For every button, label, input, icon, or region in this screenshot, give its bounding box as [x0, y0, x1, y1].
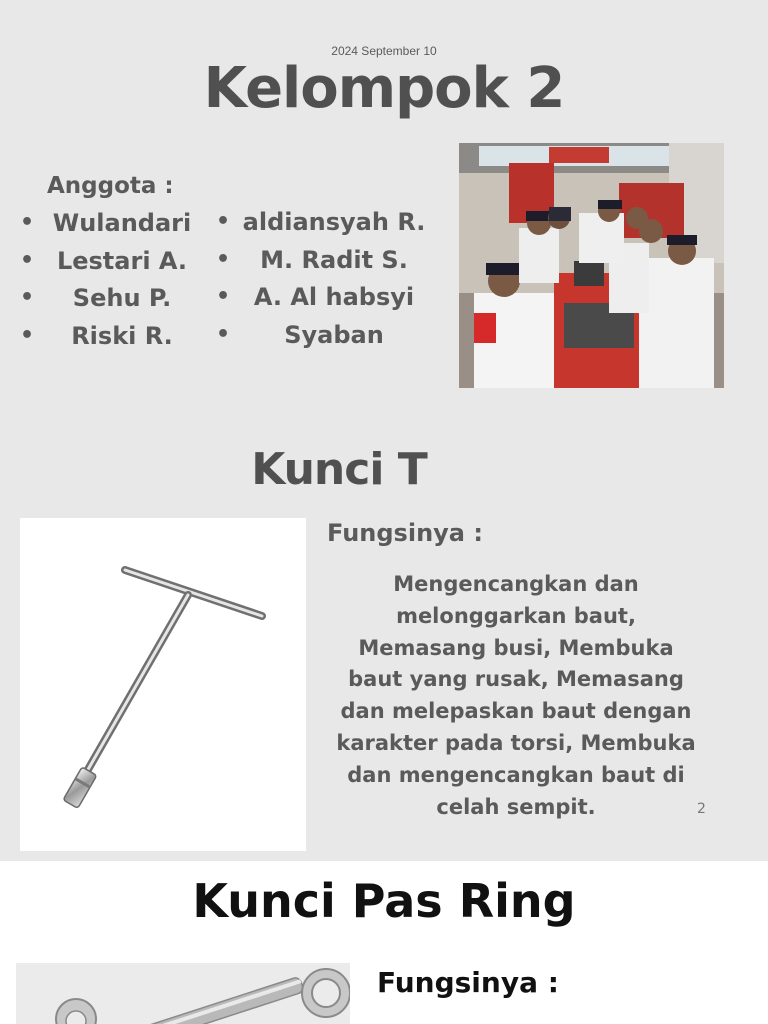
combination-wrench-icon: [16, 963, 350, 1024]
page-number: 2: [697, 801, 706, 817]
list-item: [20, 321, 200, 359]
member-name: Syaban: [284, 320, 384, 349]
members-label: Anggota :: [47, 173, 174, 199]
member-name: A. Al habsyi: [253, 283, 415, 311]
bullet-icon: •: [216, 209, 231, 234]
function-label: Fungsinya :: [327, 519, 483, 547]
slide-title: Kelompok 2: [203, 56, 565, 121]
t-wrench-icon: [20, 518, 306, 851]
slide-date: 2024 September 10: [331, 44, 437, 58]
group-photo-image: [459, 143, 724, 388]
tool-title: Kunci T: [251, 444, 427, 495]
members-list-right: [214, 207, 434, 357]
bullet-icon: •: [216, 246, 231, 272]
bullet-icon: •: [20, 322, 35, 348]
member-name: Riski R.: [71, 321, 173, 350]
list-item: [214, 282, 434, 320]
member-name: Sehu P.: [72, 284, 172, 312]
bullet-icon: •: [20, 210, 35, 235]
function-description: Mengencangkan dan melonggarkan baut, Memasang busi, Membuka baut yang rusak, Memasang dan melepaskan baut dengan karakter pada torsi, Membuka dan mengencangkan baut di celah sempit.: [336, 572, 696, 819]
list-item: [214, 320, 434, 358]
function-label-2: Fungsinya :: [377, 966, 559, 999]
member-name: M. Radit S.: [260, 245, 408, 274]
list-item: [20, 208, 200, 246]
member-name: Wulandari: [52, 209, 192, 237]
member-name: Lestari A.: [56, 246, 188, 275]
bullet-icon: •: [20, 247, 35, 273]
list-item: [20, 246, 200, 284]
t-wrench-image: [20, 518, 306, 851]
bullet-icon: •: [20, 285, 35, 310]
slide-title-kunci-pas-ring: Kunci Pas Ring: [192, 874, 576, 928]
list-item: [214, 245, 434, 283]
list-item: [20, 283, 200, 321]
group-photo: [459, 143, 724, 388]
bullet-icon: •: [216, 321, 231, 347]
list-item: [214, 207, 434, 245]
members-list-left: [20, 208, 200, 358]
member-name: aldiansyah R.: [242, 208, 426, 236]
bullet-icon: •: [216, 284, 231, 309]
combination-wrench-image: [16, 963, 350, 1024]
